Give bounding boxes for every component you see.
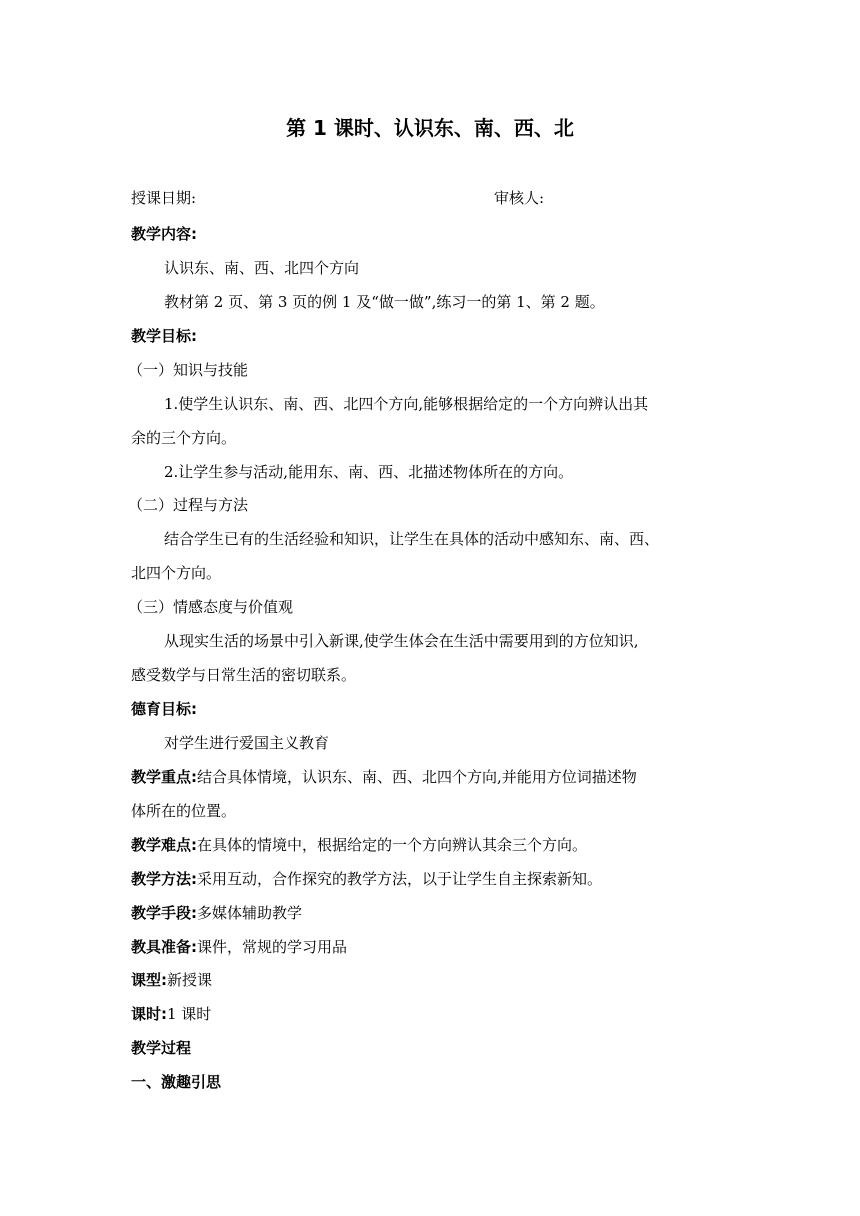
- difficulty-text: 在具体的情境中，根据给定的一个方向辨认其余三个方向。: [197, 836, 588, 854]
- goals-sec2-heading: （二）过程与方法: [128, 496, 249, 514]
- date-label: 授课日期:: [131, 189, 197, 207]
- lesson-type-text: 新授课: [167, 971, 213, 989]
- process-heading: 教学过程: [131, 1039, 192, 1057]
- moral-heading: 德育目标:: [131, 700, 197, 718]
- hours-label: 课时:: [131, 1005, 167, 1023]
- key-point-text: 结合具体情境，认识东、南、西、北四个方向,并能用方位词描述物: [197, 768, 637, 786]
- content-line-1: 认识东、南、西、北四个方向: [164, 259, 360, 277]
- tools-label: 教具准备:: [131, 938, 197, 956]
- section1-heading: 一、激趣引思: [131, 1073, 222, 1091]
- tools-text: 课件，常规的学习用品: [197, 938, 348, 956]
- method-label: 教学方法:: [131, 870, 197, 888]
- moral-text: 对学生进行爱国主义教育: [164, 734, 330, 752]
- reviewer-label: 审核人:: [494, 189, 545, 207]
- content-line-2: 教材第 2 页、第 3 页的例 1 及“做一做”,练习一的第 1、第 2 题。: [164, 293, 605, 311]
- key-point-label: 教学重点:: [131, 768, 197, 786]
- means-text: 多媒体辅助教学: [197, 904, 303, 922]
- goals-sec3-text-b: 感受数学与日常生活的密切联系。: [131, 666, 357, 684]
- content-heading: 教学内容:: [131, 225, 197, 243]
- means-line: [131, 902, 731, 924]
- goals-sec1-heading: （一）知识与技能: [128, 361, 249, 379]
- goals-heading: 教学目标:: [131, 327, 197, 345]
- hours-text: 1 课时: [167, 1005, 212, 1023]
- method-text: 采用互动，合作探究的教学方法，以于让学生自主探索新知。: [197, 870, 603, 888]
- method-line: [131, 868, 731, 890]
- goals-sec1-item2: 2.让学生参与活动,能用东、南、西、北描述物体所在的方向。: [164, 463, 574, 481]
- page-title: 第 1 课时、认识东、南、西、北: [286, 116, 574, 140]
- goals-sec1-item1a: 1.使学生认识东、南、西、北四个方向,能够根据给定的一个方向辨认出其: [164, 395, 649, 413]
- lesson-type-line: [131, 969, 731, 991]
- key-point-line: [131, 766, 731, 788]
- goals-sec3-heading: （三）情感态度与价值观: [128, 598, 294, 616]
- difficulty-line: [131, 834, 731, 856]
- means-label: 教学手段:: [131, 904, 197, 922]
- tools-line: [131, 936, 731, 958]
- goals-sec1-item1b: 余的三个方向。: [131, 429, 237, 447]
- difficulty-label: 教学难点:: [131, 836, 197, 854]
- key-point-text-cont: 体所在的位置。: [131, 802, 237, 820]
- hours-line: [131, 1003, 731, 1025]
- goals-sec3-text-a: 从现实生活的场景中引入新课,使学生体会在生活中需要用到的方位知识,: [164, 632, 639, 650]
- goals-sec2-text-a: 结合学生已有的生活经验和知识，让学生在具体的活动中感知东、南、西、: [164, 530, 660, 548]
- goals-sec2-text-b: 北四个方向。: [131, 564, 222, 582]
- lesson-type-label: 课型:: [131, 971, 167, 989]
